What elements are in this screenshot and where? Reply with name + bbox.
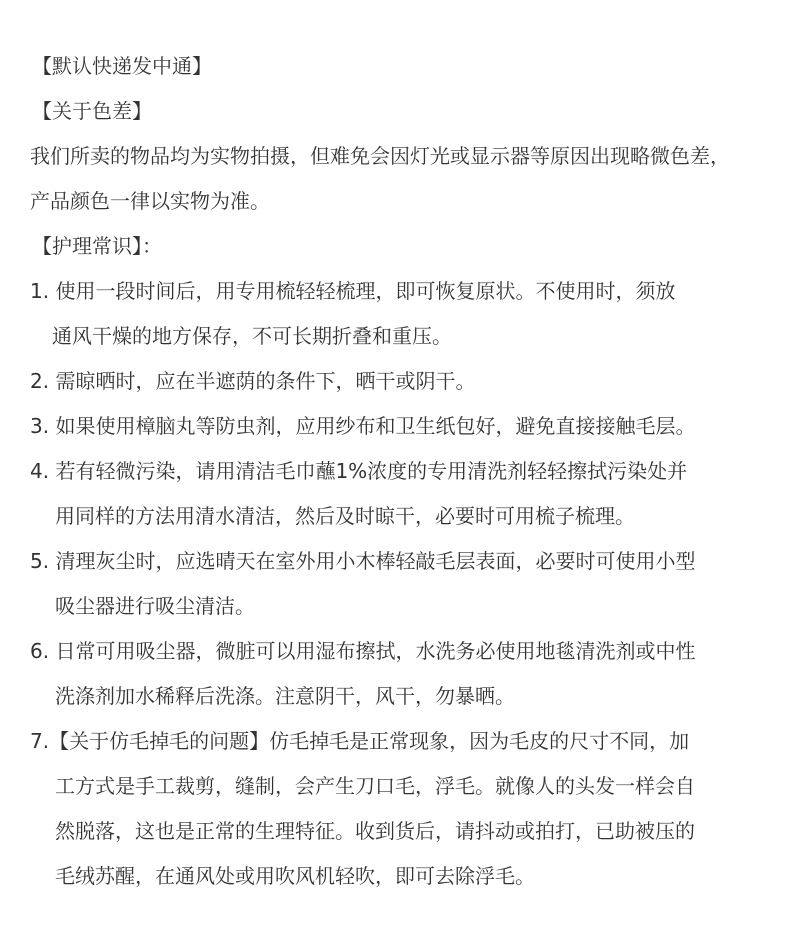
care-tip-4-line-2: 用同样的方法用清水清洁，然后及时晾干，必要时可用梳子梳理。: [55, 504, 635, 528]
care-tips-heading: 【护理常识】：: [32, 234, 162, 258]
care-tip-7-line-3: 然脱落，这也是正常的生理特征。收到货后，请抖动或拍打，已助被压的: [55, 819, 695, 843]
care-tip-6-line-1: 6. 日常可用吸尘器，微脏可以用湿布擦拭，水洗务必使用地毯清洗剂或中性: [30, 639, 696, 663]
care-tip-7-line-4: 毛绒苏醒，在通风处或用吹风机轻吹，即可去除浮毛。: [55, 864, 535, 888]
care-tip-3: 3. 如果使用樟脑丸等防虫剂，应用纱布和卫生纸包好，避免直接接触毛层。: [30, 414, 696, 438]
care-tip-4-line-1: 4. 若有轻微污染，请用清洁毛巾蘸1%浓度的专用清洗剂轻轻擦拭污染处并: [30, 459, 688, 483]
care-tip-6-line-2: 洗涤剂加水稀释后洗涤。注意阴干，风干，勿暴晒。: [55, 684, 515, 708]
care-tip-1-line-2: 通风干燥的地方保存，不可长期折叠和重压。: [52, 324, 452, 348]
color-difference-heading: 【关于色差】: [32, 99, 152, 123]
care-tip-7-line-1: 7.【关于仿毛掉毛的问题】仿毛掉毛是正常现象，因为毛皮的尺寸不同，加: [30, 729, 690, 753]
care-tip-7-line-2: 工方式是手工裁剪，缝制，会产生刀口毛，浮毛。就像人的头发一样会自: [55, 774, 695, 798]
care-tip-1-line-1: 1. 使用一段时间后，用专用梳轻轻梳理，即可恢复原状。不使用时，须放: [30, 279, 676, 303]
shipping-note: 【默认快递发中通】: [32, 54, 212, 78]
color-difference-text-line-2: 产品颜色一律以实物为准。: [30, 189, 270, 213]
care-tip-5-line-2: 吸尘器进行吸尘清洁。: [55, 594, 255, 618]
care-tip-2: 2. 需晾晒时，应在半遮荫的条件下，晒干或阴干。: [30, 369, 476, 393]
color-difference-text-line-1: 我们所卖的物品均为实物拍摄，但难免会因灯光或显示器等原因出现略微色差，: [30, 144, 730, 168]
care-tip-5-line-1: 5. 清理灰尘时，应选晴天在室外用小木棒轻敲毛层表面，必要时可使用小型: [30, 549, 696, 573]
